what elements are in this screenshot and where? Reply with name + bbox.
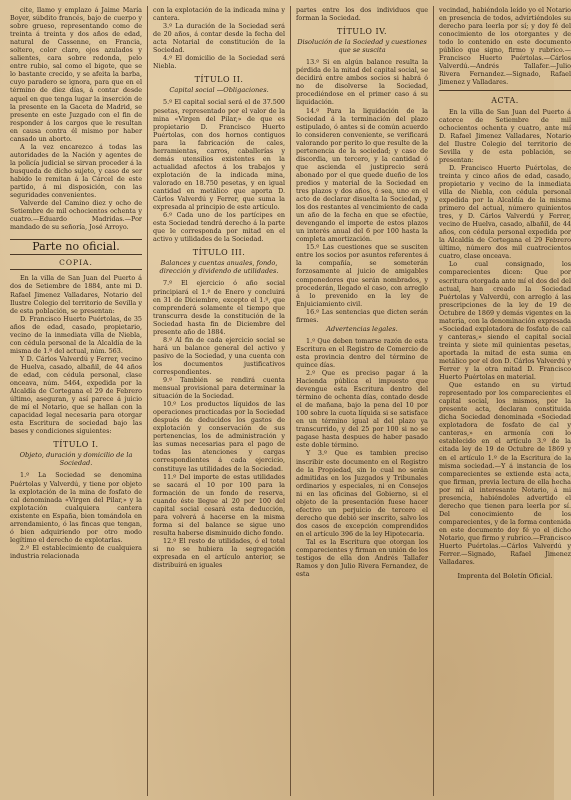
title-subheading: Capital social —Obligaciones. <box>169 86 269 95</box>
column-divider <box>433 6 434 796</box>
title-heading: TÍTULO III. <box>192 248 246 258</box>
paragraph: Y 3.º Que es tambien preciso inscribir este documento en el Registro de la Propiedad, sin lo cual no serán admitidas en los Juzgados y Tribunales ordinarios y especiales, ni en Consejos ni en las oficinas del Gobierno, si el objeto de la presentación fuese hacer efectivo un perjuicio de tercero el derecho que debió ser inscrito, salvo los dos casos de excepción comprendidos en el artículo 396 de la ley Hipotecaria. <box>296 449 428 538</box>
paragraph: 13.º Si en algún balance resulta la pérdida de la mitad del capital social, se decidirá entre ambos socios si habrá ó no de disolverse la Sociedad, procediéndose en el primer caso á su liquidación. <box>296 58 428 107</box>
paragraph: partes entre los dos individuos que forman la Sociedad. <box>296 6 428 23</box>
printer-footer: Imprenta del Boletín Oficial. <box>457 572 553 581</box>
paragraph: 15.º Las cuestiones que se susciten entre los socios por asuntos referentes á la compañía, se someterán forzosamente al juicio de amigables componedores que serán nombrados, y procederán, llegado el caso, con arreglo á lo prevenido en la ley de Enjuiciamiento civil. <box>296 243 428 308</box>
paragraph: 1.º La Sociedad se denomina Puértolas y Valverdú, y tiene por objeto la explotación de la mina de fosfato de cal denominada «Virgen del Pilar,» y la explotación cualquiera cantera existente en España, bien tomándola en arrendamiento, ó las fincas que tengan, ó bien adquiriendo por otro modo legítimo el derecho de explotarlas. <box>10 471 142 544</box>
paragraph: En la villa de San Juan del Puerto á catorce de Setiembre de mil ochocientos ochenta y cuatro, ante mí D. Rafael Jimenez Valladares, Notario del Ilustre Colegio del territorio de Sevilla y de esta población, se presentan: <box>439 107 571 164</box>
paragraph: 2.º Que es preciso pagar á la Hacienda pública el impuesto que devengue esta Escritura dentro del término de ochenta días, contado desde el de mañana, bajo la pena del 10 por 100 sobre la cuota líquida si se satisface en un término igual al del plazo ya transcurrido, y del 25 por 100 si no se pagase hasta despues de haber pasado este doble término. <box>296 369 428 450</box>
acta-heading: ACTA. <box>491 96 519 106</box>
separator <box>439 90 571 91</box>
paragraph: Valverde del Camino diez y ocho de Setiembre de mil ochocientos ochenta y cuatro.—Eduardo Madridas.—Por mandado de su señoría, José Arroyo. <box>10 199 142 232</box>
paragraph: cite, llamo y emplazo á Jaime María Boyer, súbdito francés, bajo de cuerpo y sobre grueso, representando como de treinta á treinta y dos años de edad, natural de Cassenne, en Francia, soltero, color claro, ojos azulados y salientes, cara sobre redonda, pelo entre rubio, sal como el bigote, que se lo bastante crecido, y se afeita la barba, cuyo paradero se ignora, para que en el término de diez días, á contar desde aquel en que tenga lugar la inserción de la presente en la Gaceta de Madrid, se presente en este Juzgado con el fin de responder á los cargos que le resultan en causa contra él mismo por haber cansado un aborto. <box>10 6 142 143</box>
column-divider <box>147 6 148 796</box>
column-divider <box>290 6 291 796</box>
title-heading: TÍTULO II. <box>194 75 244 85</box>
paragraph: 8.º Al fin de cada ejercicio social se hará un balance general del activo y pasivo de la Sociedad, y una cuenta con los documentos justificativos correspondientes. <box>153 335 285 376</box>
paragraph: 14.º Para la liquidación de la Sociedad á la terminación del plazo estipulado, ó antes si de común acuerdo lo consideren conveniente, se verificará valorando por perito lo que resulte de la pertenencia de la sociedad; y caso de discordia, un tercero, y la cantidad ó que ascienda el justiprecio será abonado por el que quede dueño de los predios y material de la Sociedad en tres plazos y dos años, ó sea, uno en el acto de declarar disuelta la Sociedad, y los dos restantes al vencimiento de cada un año de la fecha en que se efectúe, devengando el importe de estos plazos un interés anual del 6 por 100 hasta la completa amortización. <box>296 106 428 244</box>
paragraph: 10.º Los productos líquidos de las operaciones practicadas por la Sociedad después de deducidos los gastos de explotación y conservación de sus pertenencias, los de administración y las sumas necesarias para el pago de todas las atenciones y cargas correspondientes á cada ejercicio, constituye las utilidades de la Sociedad. <box>153 400 285 473</box>
paragraph: Y D. Cárlos Valverdú y Ferrer, vecino de Huelva, casado, albañil, de 44 años de edad, con cédula personal, clase onceava, núm. 5464, expedida por la Alcaldía de Cortegana el 29 de Febrero último, aseguran, y así parece á juicio de mí el Notario, que se hallan con la capacidad legal necesaria para otorgar esta Escritura de sociedad bajo las bases y condiciones siguientes: <box>10 354 142 436</box>
paragraph: 11.º Del importe de estas utilidades se sacará el 10 por 100 para la formación de un fondo de reserva, cuando éste llegue al 20 por 100 del capital social cesará esta deducción, para volverá á hacerse en la misma forma si del balance se sigue uno resulta haberse disminuido dicho fondo. <box>153 472 285 537</box>
paragraph: Que estando en su virtud representado por los comparecientes el capital social, los mismos, por la presente acta, declaran constituida dicha Sociedad denominada «Sociedad explotadora de fosfato de cal y canteras,» en armonía con lo establecido en el artículo 3.º de la citada ley de 19 de Octubre de 1869 y en el artículo 1.º de la Escritura de la misma sociedad.—Y á instancia de los comparecientes se extiende esta acta, que firman, previa lectura de ella hecha por mí al interesante Notario, á mi presencia, habiéndoles advertido el derecho que tienen para leerla por sí. Del conocimiento de los comparecientes, y de la forma contenida en este documento doy fé yo el dicho Notario, que firmo y rubrico.—Francisco Huerto Puértolas.—Cárlos Valverdú y Ferrer.—Signado, Rafael Jimenez Valladares. <box>439 381 571 567</box>
paragraph: 7.º El ejercicio ó año social principiará el 1.º de Enero y concluirá en 31 de Diciembre, excepto el 1.º, que comprenderá solamente el tiempo que transcurra desde la constitución de la Sociedad hasta fin de Diciembre del presente año de 1884. <box>153 279 285 336</box>
paragraph: 5.º El capital social será el de 37.500 pesetas, representado por el valor de la mina «Virgen del Pilar,» de que es propietario D. Francisco Huerto Puértolas, con dos hornos contiguos para la fabricación de cales, herramientas, carros, caballerías y demás utensilios existentes en la actualidad afectos á los trabajos y explotación de la indicada mina, valorado en 18.750 pesetas, y en igual cantidad en metálico que aporta D. Cárlos Valverdú y Ferrer, que suma la expresada al principio de este artículo. <box>153 98 285 212</box>
title-subheading: Objeto, duración y domicilio de la Sociedad. <box>19 451 133 468</box>
paragraph: vecindad, habiéndola leído yo el Notario en presencia de todos, advirtiéndoles su derecho para leerla por sí; y doy fé del conocimiento de los otorgantes y de todo lo contenido en este documento público que signo, firmo y rubrico.—Francisco Huerto Puértolas.—Cárlos Valverdú.—Andrés Tallafer.—Julio Rivera Fernandez.—Signado, Rafael Jimenez y Valladares. <box>439 6 571 87</box>
paragraph: Tal es la Escritura que otorgan los comparecientes y firman en unión de los testigos de ella don Andrés Tallafer Ramos y don Julio Rivera Fernandez, de esta <box>296 538 428 579</box>
column-3 <box>296 6 428 796</box>
title-heading: TÍTULO I. <box>53 440 99 450</box>
title-subheading: Balances y cuentas anuales, fondo, dirección y dividendo de utilidades. <box>159 259 279 276</box>
paragraph: 3.º La duración de la Sociedad será de 20 años, á contar desde la fecha del acta Notarial de constitución de la Sociedad. <box>153 22 285 55</box>
advertencias-heading: Advertencias legales. <box>326 324 398 333</box>
paragraph: con la explotación de la indicada mina y cantera. <box>153 6 285 23</box>
column-2 <box>153 6 285 796</box>
column-1 <box>10 6 142 796</box>
copia-heading: COPIA. <box>10 259 142 270</box>
paragraph: 4.º El domicilio de la Sociedad será Niebla. <box>153 54 285 71</box>
paragraph: 2.º El establecimiento de cualquiera industria relacionada <box>10 543 142 560</box>
title-heading: TÍTULO IV. <box>336 27 388 37</box>
paragraph: En la villa de San Juan del Puerto á dos de Setiembre de 1884, ante mi D. Rafael Jimenez Valladares, Notario del Ilustre Colegio del territorio de Sevilla y de esta población, se presentan: <box>10 274 142 315</box>
paragraph: 1.º Que deben tomarse razón de esta Escritura en el Registro de Comercio de esta provincia dentro del término de quince días. <box>296 336 428 369</box>
paragraph: 9.º También se rendirá cuenta mensual provisional para determinar la situación de la Sociedad. <box>153 376 285 401</box>
paragraph: 6.º Cada uno de los partícipes en esta Sociedad tendrá derecho á la parte que le corresponda por mitad en el activo y utilidades de la Sociedad. <box>153 211 285 244</box>
paragraph: 16.º Las sentencias que dicten serán firmes. <box>296 307 428 324</box>
section-heading: Parte no oficial. <box>10 239 142 255</box>
paragraph: A la vez encarezco á todas las autoridades de la Nación y agentes de la policía judicial se sirvan proceder á la busqueda de dicho sujeto, y caso de ser habido le remitan á la Cárcel de este partido, á mi disposición, con las seguridades convenientes. <box>10 142 142 200</box>
title-subheading: Disolución de la Sociedad y cuestiones que se suscita <box>297 38 427 55</box>
column-4 <box>439 6 571 796</box>
paragraph: 12.º El resto de utilidades, ó el total si no se hubiera la segregación expresada en el artículo anterior, se distribuirá en iguales <box>153 536 285 570</box>
paragraph: D. Francisco Huerto Puértolas, de treinta y cinco años de edad, casado, propietario y vecino de la inmediata villa de Niebla, con cédula personal expedida por la Alcaldía de la misma primero del actual, número quinientos tres, y D. Cárlos Valverdú y Ferrer, vecino de Huelva, casado, albañil, de 44 años, con cédula personal expedida por la Alcaldía de Cortegana el 29 Febrero último, número dos mil cuatrocientos cuatro, clase onceava. <box>439 163 571 261</box>
paragraph: D. Francisco Huerto Puértolas, de 35 años de edad, casado, propietario, vecino de la inmediata villa de Niebla, con cédula personal de la Alcaldía de la misma de 1.º del actual, núm. 563. <box>10 314 142 355</box>
paragraph: Lo cual consignado, los comparecientes dicen: Que por escritura otorgada ante mí el dos del del actual, han creado la Sociedad Puértolas y Valverdú, con arreglo á las prescripciones de la ley de 19 de Octubre de 1869 y demás vigentes en la materia, con la denominación expresada «Sociedad explotadora de fosfato de cal y canteras,» siendo el capital social treinta y siete mil quinientas pesetas, aportada la mitad de esta suma en metálico por el don D. Cárlos Valverdú y Ferrer y la otra mitad D. Francisco Huerto Puértolas en material. <box>439 260 571 382</box>
